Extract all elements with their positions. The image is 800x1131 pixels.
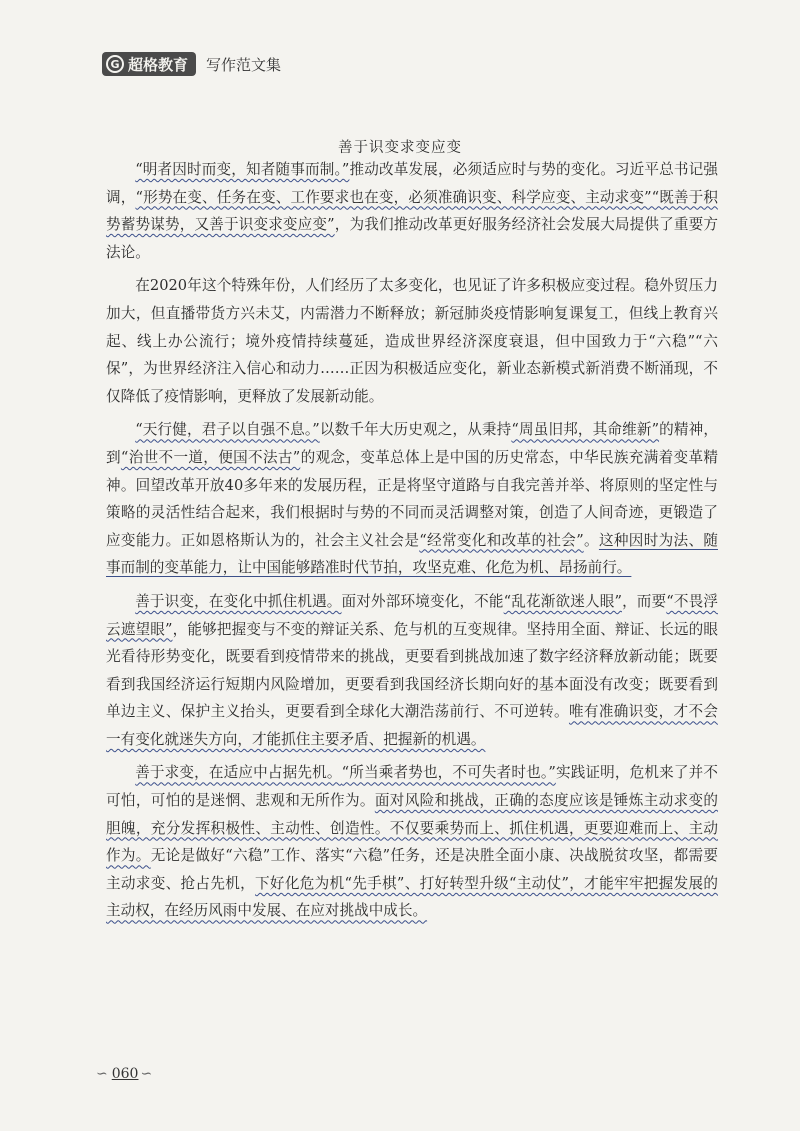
underlined-phrase: “不畏浮云遮望眼”: [106, 592, 718, 638]
flourish-right-icon: ∽: [140, 1066, 153, 1082]
logo-text: 超格教育: [128, 55, 189, 74]
text-run: 在2020年这个特殊年份，人们经历了太多变化，也见证了许多积极应变过程。稳外贸压力加大，但直播带货方兴未艾，内需潜力不断释放；新冠肺炎疫情影响复课复工，但线上教育兴起、线上办公流行；境外疫情持续蔓延，造成世界经济深度衰退，但中国致力于“六稳”“六保”，为世界经济注入信心和动力……正因为积极适应变化，新业态新模式新消费不断涌现，不仅降低了疫情影响，更释放了发展新动能。: [106, 277, 718, 405]
text-run: 面对外部环境变化，不能: [341, 592, 504, 610]
article-body: [106, 156, 718, 931]
underlined-phrase: “形势在变、任务在变、工作要求也在变，必须准确识变、科学应变、主动求变”“既善于积势蓄势谋势，又善于识变求变应变”: [106, 188, 718, 234]
text-run: ，而要: [621, 592, 667, 610]
flourish-left-icon: ∽: [96, 1066, 108, 1082]
text-run: 的观念，变革总体上是中国的历史常态，中华民族充满着变革精神。回望改革开放40多年来的发展历程，正是将坚守道路与自我完善并举、将原则的坚定性与策略的灵活性结合起来，我们根据时与势的不同而灵活调整对策，创造了人间奇迹，更锻造了应变能力。正如恩格斯认为的，社会主义社会是: [106, 448, 718, 549]
underlined-phrase: “乱花渐欲迷人眼”: [503, 592, 622, 610]
page-footer: [96, 1066, 154, 1082]
underlined-phrase: 唯有准确识变，才不会一有变化就迷失方向，才能抓住主要矛盾、把握新的机遇。: [106, 703, 718, 748]
underlined-phrase: 善于识变，在变化中抓住机遇。: [135, 592, 342, 610]
paragraph: [106, 759, 718, 925]
underlined-phrase: 善于求变，在适应中占据先机。: [135, 764, 342, 782]
underlined-phrase: “治世不一道，便国不法古”: [120, 448, 301, 466]
underlined-phrase: “经常变化和改革的社会”: [419, 531, 584, 549]
text-run: 无论是做好“六稳”工作、落实“六稳”任务，还是决胜全面小康、决战脱贫攻坚，都需要主动求变、抢占先机，: [106, 847, 718, 892]
text-run: 。: [583, 531, 599, 549]
underlined-phrase: 下好化危为机“先手棋”、打好转型升级“主动仗”，才能牢牢把握发展的主动权，在经历风雨中发展、在应对挑战中成长。: [106, 874, 718, 920]
paragraph: [106, 416, 718, 582]
paragraph: [106, 156, 718, 266]
text-run: 实践证明，危机来了并不可怕，可怕的是迷惘、悲观和无所作为。: [106, 764, 718, 810]
underlined-phrase: “天行健，君子以自强不息。”: [135, 421, 320, 439]
text-run: 的精神，到: [106, 421, 718, 466]
text-run: ，能够把握变与不变的辩证关系、危与机的互变规律。坚持用全面、辩证、长远的眼光看待形势变化，既要看到疫情带来的挑战，更要看到挑战加速了数字经济释放新动能；既要看到我国经济运行短期内风险增加，更要看到我国经济长期向好的基本面没有改变；既要看到单边主义、保护主义抬头，更要看到全球化大潮浩荡前行、不可逆转。: [106, 620, 718, 721]
article-title: 善于识变求变应变: [338, 140, 462, 156]
paragraph: [106, 588, 718, 754]
paragraph: [106, 272, 718, 410]
underlined-phrase: “所当乘者势也，不可失者时也。”: [341, 764, 556, 782]
underlined-phrase: “周虽旧邦，其命维新”: [511, 421, 660, 439]
publisher-logo: [102, 52, 196, 76]
underlined-phrase: “明者因时而变，知者随事而制。”: [135, 161, 350, 178]
section-label: 写作范文集: [206, 55, 282, 74]
logo-g-icon: G: [106, 55, 124, 73]
text-run: ，为我们推动改革更好服务经济社会发展大局提供了重要方法论。: [106, 216, 718, 261]
text-run: 以数千年大历史观之，从秉持: [319, 421, 512, 439]
underlined-phrase: 这种因时为法、随事而制的变革能力，让中国能够踏准时代节拍，攻坚克难、化危为机、昂扬前行。: [106, 531, 718, 577]
underlined-phrase: 面对风险和挑战，正确的态度应该是锤炼主动求变的胆魄，充分发挥积极性、主动性、创造性。不仅要乘势而上、抓住机遇，更要迎难而上、主动作为。: [106, 792, 718, 865]
page-header: [102, 52, 281, 76]
text-run: 推动改革发展，必须适应时与势的变化。习近平总书记强调，: [106, 161, 718, 206]
page-number: 060: [111, 1066, 139, 1082]
